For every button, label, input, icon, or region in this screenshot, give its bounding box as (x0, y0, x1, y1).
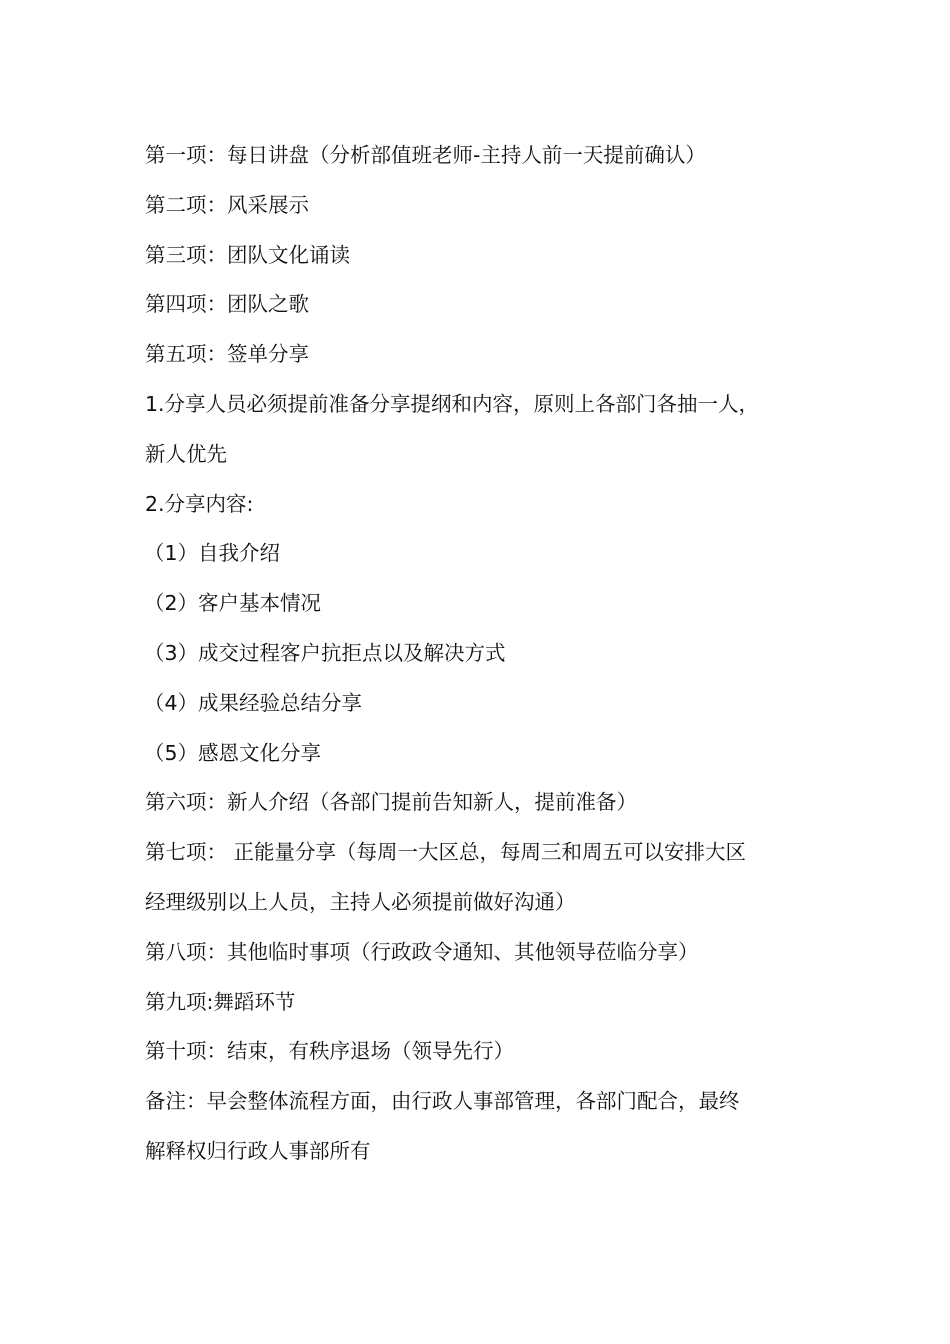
share-content-item-3: （3）成交过程客户抗拒点以及解决方式 (144, 640, 506, 665)
share-content-item-1: （1）自我介绍 (144, 541, 281, 566)
agenda-item-6: 第六项：新人介绍（各部门提前告知新人，提前准备） (145, 790, 637, 815)
share-rule-1: 1.分享人员必须提前准备分享提纲和内容，原则上各部门各抽一人， (145, 391, 760, 416)
agenda-item-10: 第十项：结束，有秩序退场（领导先行） (145, 1039, 514, 1064)
agenda-item-4: 第四项：团队之歌 (145, 292, 309, 317)
agenda-item-8: 第八项：其他临时事项（行政政令通知、其他领导莅临分享） (145, 939, 699, 964)
share-content-item-4: （4）成果经验总结分享 (144, 690, 363, 715)
agenda-item-1: 第一项：每日讲盘（分析部值班老师-主持人前一天提前确认） (145, 143, 706, 167)
remark-note: 备注：早会整体流程方面，由行政人事部管理，各部门配合，最终 (145, 1089, 740, 1114)
agenda-item-2: 第二项：风采展示 (145, 192, 309, 217)
share-rule-2: 2.分享内容: (145, 491, 254, 516)
document-body (145, 131, 825, 1177)
agenda-item-7: 第七项： 正能量分享（每周一大区总，每周三和周五可以安排大区 (145, 840, 747, 865)
share-content-item-5: （5）感恩文化分享 (144, 740, 322, 765)
agenda-item-9: 第九项:舞蹈环节 (145, 989, 296, 1014)
share-rule-1-continued: 新人优先 (145, 441, 227, 466)
share-content-item-2: （2）客户基本情况 (144, 591, 322, 616)
agenda-item-7-continued: 经理级别以上人员，主持人必须提前做好沟通） (145, 889, 576, 914)
agenda-item-3: 第三项：团队文化诵读 (145, 242, 350, 267)
remark-note-continued: 解释权归行政人事部所有 (145, 1138, 371, 1163)
agenda-item-5: 第五项：签单分享 (145, 342, 309, 367)
